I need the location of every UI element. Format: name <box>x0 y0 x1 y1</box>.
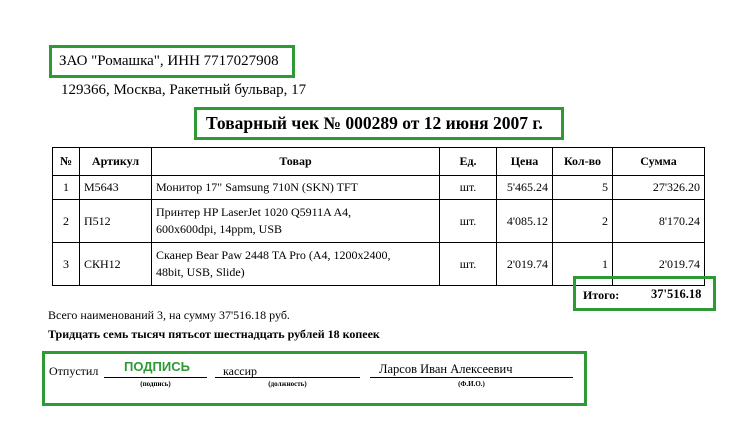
row-sum: 2'019.74 <box>613 243 705 286</box>
caption-signature: (подпись) <box>140 380 171 388</box>
row-product-line: Сканер Bear Paw 2448 TA Pro (A4, 1200x2400, <box>156 248 391 262</box>
total-value: 37'516.18 <box>651 287 702 301</box>
document-title: Товарный чек № 000289 от 12 июня 2007 г. <box>206 113 543 133</box>
seller-company: ЗАО "Ромашка", ИНН 7717027908 <box>59 53 279 69</box>
row-num: 3 <box>53 243 80 286</box>
row-unit: шт. <box>440 176 497 200</box>
row-sum: 8'170.24 <box>613 200 705 243</box>
row-price: 2'019.74 <box>497 243 553 286</box>
row-product <box>152 176 440 200</box>
row-product-line: 600x600dpi, 14ppm, USB <box>156 222 283 236</box>
row-num: 2 <box>53 200 80 243</box>
row-num: 1 <box>53 176 80 200</box>
row-qty: 5 <box>553 176 613 200</box>
row-product <box>152 243 440 286</box>
row-product <box>152 200 440 243</box>
row-sku: СКН12 <box>80 243 152 286</box>
released-label: Отпустил <box>49 364 99 378</box>
seller-address: 129366, Москва, Ракетный бульвар, 17 <box>61 82 307 98</box>
row-qty: 2 <box>553 200 613 243</box>
cashier-name: Ларсов Иван Алексеевич <box>379 362 513 376</box>
col-header-unit: Ед. <box>440 148 497 176</box>
row-product-line: 48bit, USB, Slide) <box>156 265 245 279</box>
row-unit: шт. <box>440 200 497 243</box>
row-product-line: Принтер HP LaserJet 1020 Q5911A A4, <box>156 205 352 219</box>
table-header-row <box>53 148 705 176</box>
signature-line <box>104 377 207 378</box>
amount-in-words: Тридцать семь тысяч пятьсот шестнадцать рублей 18 копеек <box>48 327 380 341</box>
table-row <box>53 200 705 243</box>
col-header-sum: Сумма <box>613 148 705 176</box>
table-row <box>53 176 705 200</box>
signature-stamp: ПОДПИСЬ <box>124 359 190 374</box>
col-header-price: Цена <box>497 148 553 176</box>
row-price: 5'465.24 <box>497 176 553 200</box>
row-unit: шт. <box>440 243 497 286</box>
row-product-line: Монитор 17" Samsung 710N (SKN) TFT <box>156 180 358 194</box>
items-table <box>52 147 705 286</box>
col-header-sku: Артикул <box>80 148 152 176</box>
row-sum: 27'326.20 <box>613 176 705 200</box>
position-value: кассир <box>223 364 258 378</box>
col-header-product: Товар <box>152 148 440 176</box>
col-header-num: № <box>53 148 80 176</box>
row-price: 4'085.12 <box>497 200 553 243</box>
row-sku: M5643 <box>80 176 152 200</box>
total-label: Итого: <box>583 288 620 302</box>
caption-name: (Ф.И.О.) <box>458 380 485 388</box>
items-summary: Всего наименований 3, на сумму 37'516.18 руб. <box>48 308 290 322</box>
col-header-qty: Кол-во <box>553 148 613 176</box>
name-line <box>370 377 573 378</box>
row-qty: 1 <box>553 243 613 286</box>
row-sku: П512 <box>80 200 152 243</box>
caption-position: (должность) <box>268 380 307 388</box>
